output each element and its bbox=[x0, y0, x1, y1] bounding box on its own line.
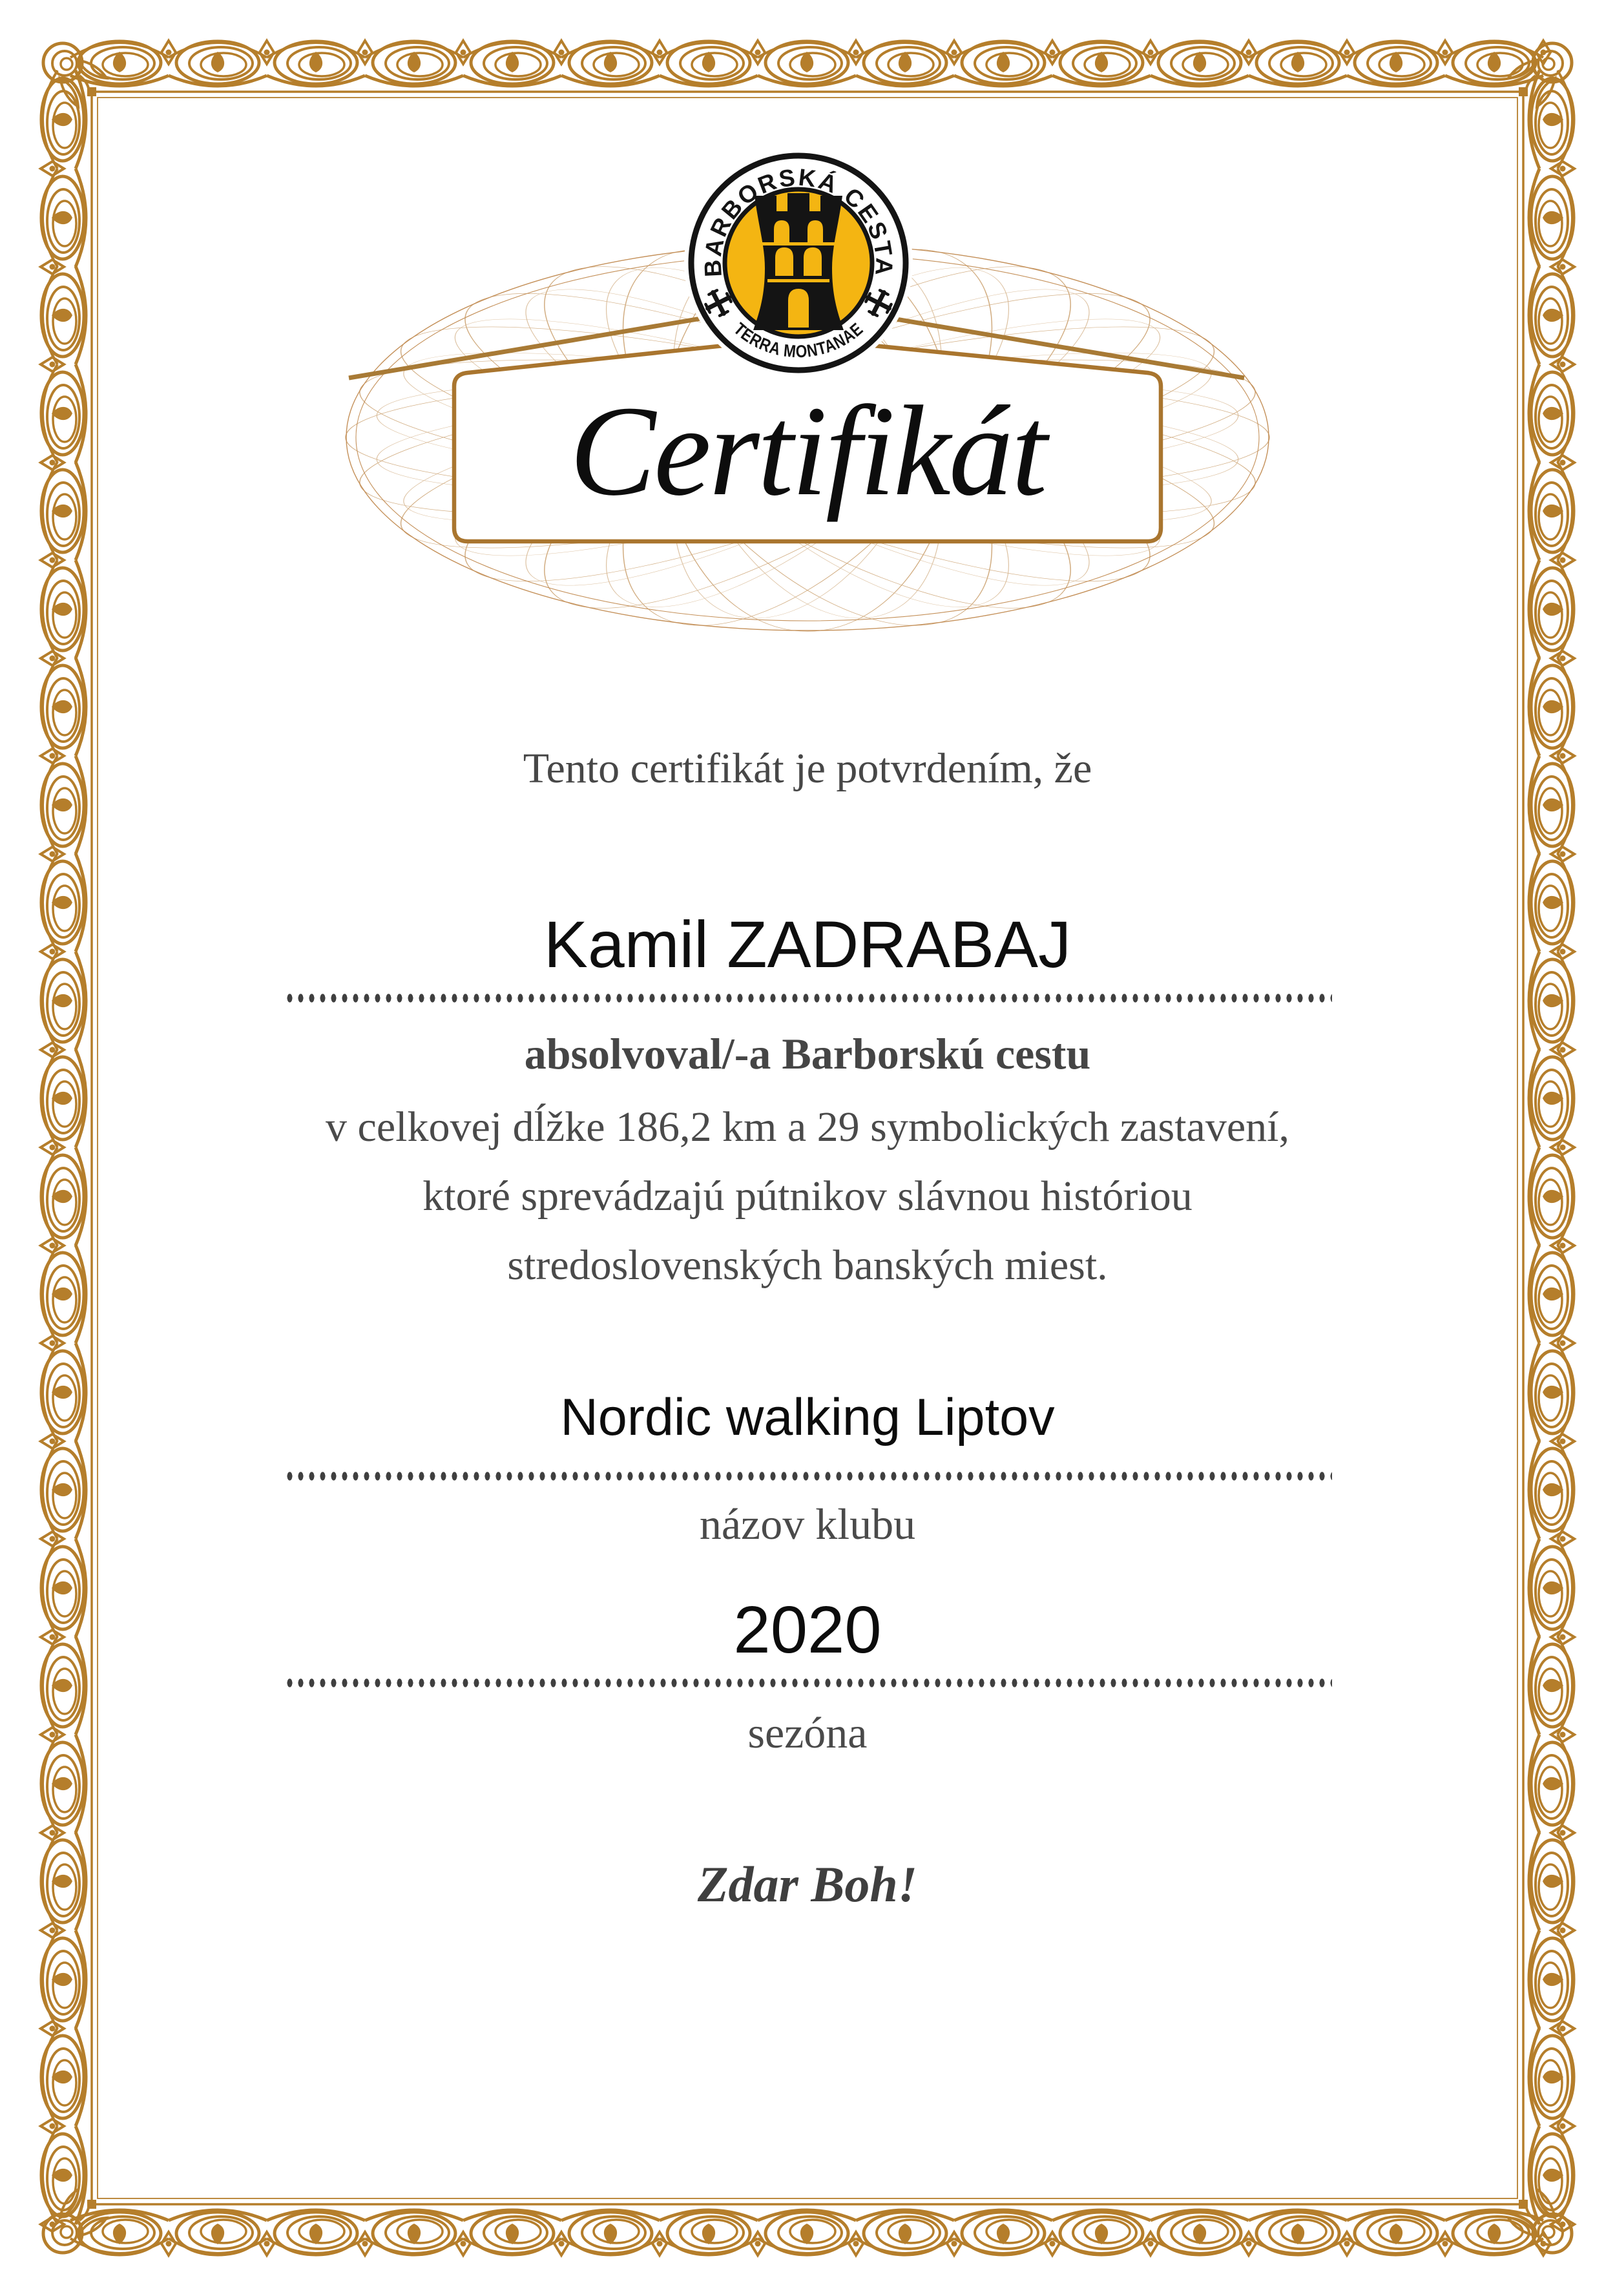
body-paragraph bbox=[0, 1092, 1615, 1300]
castle-tower-icon bbox=[753, 193, 844, 330]
intro-text: Tento certifikát je potvrdením, že bbox=[523, 745, 1092, 792]
badge-arc-top-text: BARBORSKÁ CESTA bbox=[699, 163, 898, 278]
border-top-band bbox=[70, 41, 1550, 86]
body-line: ktoré sprevádzajú pútnikov slávnou históriou bbox=[422, 1173, 1193, 1220]
name-dotted-line bbox=[284, 993, 1332, 1003]
body-line: v celkovej dĺžke 186,2 km a 29 symbolických zastavení, bbox=[326, 1103, 1289, 1151]
season-dotted-line bbox=[284, 1678, 1332, 1688]
border-bottom-band bbox=[70, 2210, 1550, 2255]
club-dotted-line bbox=[284, 1471, 1332, 1481]
club-name: Nordic walking Liptov bbox=[560, 1388, 1055, 1446]
badge-arc-bottom-text: TERRA MONTANAE bbox=[730, 317, 869, 362]
closing-motto: Zdar Boh! bbox=[697, 1856, 918, 1912]
certificate-title: Certifikát bbox=[569, 380, 1046, 523]
body-line: stredoslovenských banských miest. bbox=[507, 1242, 1108, 1289]
recipient-name: Kamil ZADRABAJ bbox=[543, 908, 1072, 981]
club-label: názov klubu bbox=[699, 1499, 916, 1549]
season-label: sezóna bbox=[747, 1708, 868, 1757]
statement-bold-text: absolvoval/-a Barborskú cestu bbox=[524, 1029, 1091, 1078]
barborska-cesta-badge bbox=[679, 143, 918, 382]
season-year: 2020 bbox=[733, 1592, 882, 1667]
